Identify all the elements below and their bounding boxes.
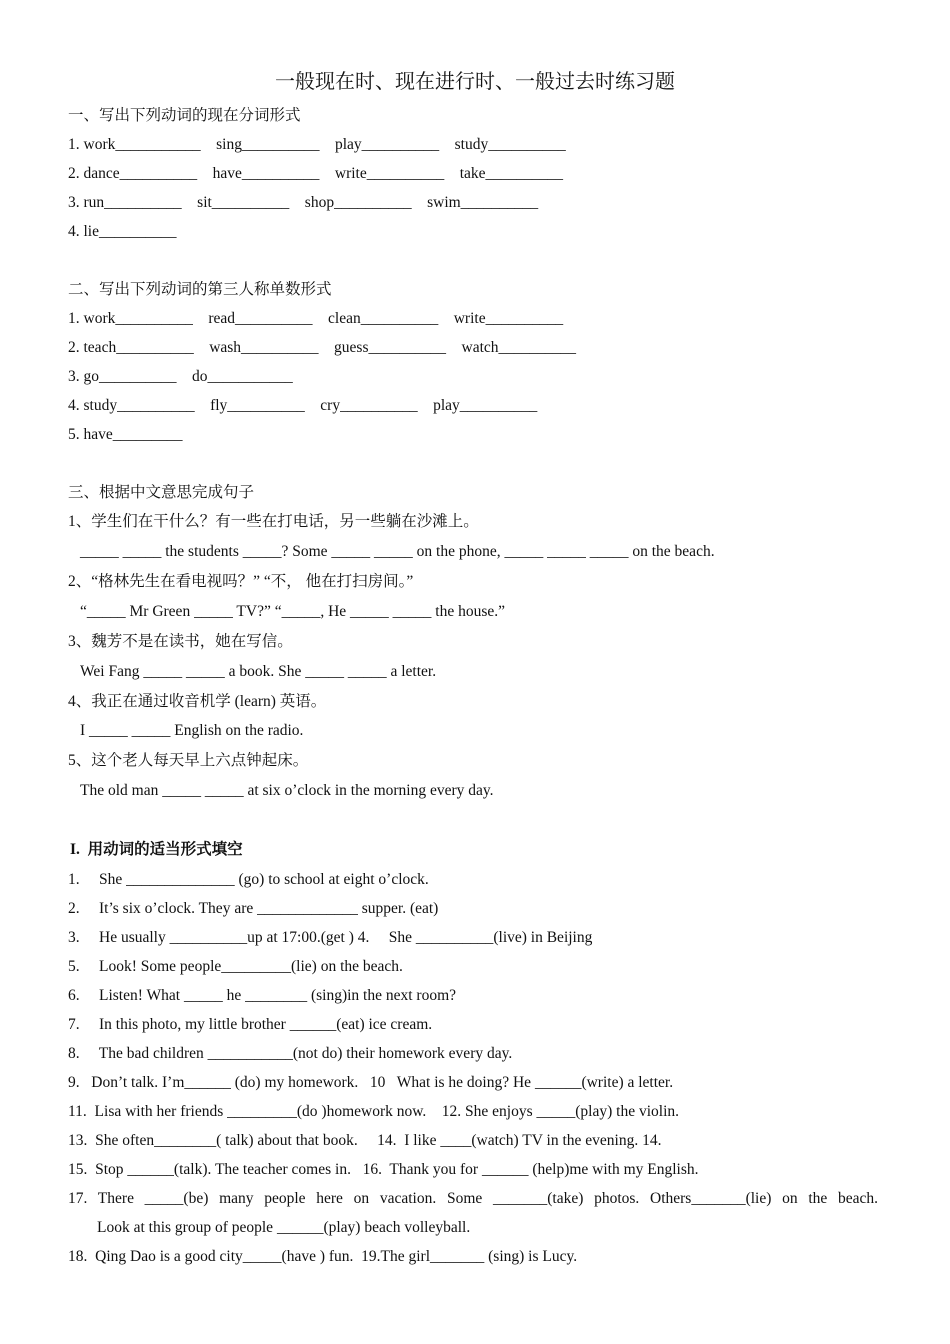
section3-heading: 三、根据中文意思完成句子	[68, 484, 255, 501]
section4-line-6: 7. In this photo, my little brother ______(eat) ice cream.	[68, 1016, 433, 1033]
section3-item-1-english: _____ _____ the students _____? Some _____ _____ on the phone, _____ _____ _____ on the beach.	[80, 543, 715, 560]
section1-heading: 一、写出下列动词的现在分词形式	[68, 107, 301, 124]
section4-line-12-continued: Look at this group of people ______(play) beach volleyball.	[97, 1219, 471, 1236]
section4-line-11: 15. Stop ______(talk). The teacher comes in. 16. Thank you for ______ (help)me with my English.	[68, 1161, 699, 1178]
section4-line-8: 9. Don’t talk. I’m______ (do) my homework. 10 What is he doing? He ______(write) a letter.	[68, 1074, 674, 1091]
section2-line-4: 4. study__________ fly__________ cry__________ play__________	[68, 397, 538, 414]
section2-line-1: 1. work__________ read__________ clean__________ write__________	[68, 310, 564, 327]
worksheet-title: 一般现在时、现在进行时、一般过去时练习题	[275, 71, 675, 93]
section4-line-13: 18. Qing Dao is a good city_____(have ) fun. 19.The girl_______ (sing) is Lucy.	[68, 1248, 578, 1265]
section3-item-3-chinese: 3、魏芳不是在读书，她在写信。	[68, 633, 293, 650]
section3-item-5-english: The old man _____ _____ at six o’clock in the morning every day.	[80, 782, 494, 799]
section4-line-2: 2. It’s six o’clock. They are _____________ supper. (eat)	[68, 900, 439, 917]
section3-item-3-english: Wei Fang _____ _____ a book. She _____ _____ a letter.	[80, 663, 437, 680]
section3-item-1-chinese: 1、学生们在干什么？有一些在打电话，另一些躺在沙滩上。	[68, 513, 479, 530]
section4-heading: I. 用动词的适当形式填空	[70, 841, 243, 858]
section2-line-3: 3. go__________ do___________	[68, 368, 293, 385]
section4-line-4: 5. Look! Some people_________(lie) on the beach.	[68, 958, 403, 975]
section1-line-3: 3. run__________ sit__________ shop__________ swim__________	[68, 194, 539, 211]
section2-line-5: 5. have_________	[68, 426, 183, 443]
section2-heading: 二、写出下列动词的第三人称单数形式	[68, 281, 332, 298]
section3-item-4-english: I _____ _____ English on the radio.	[80, 722, 304, 739]
section4-line-1: 1. She ______________ (go) to school at eight o’clock.	[68, 871, 429, 888]
section2-line-2: 2. teach__________ wash__________ guess__________ watch__________	[68, 339, 577, 356]
section3-item-4-chinese: 4、我正在通过收音机学 (learn) 英语。	[68, 693, 327, 710]
section4-line-10: 13. She often________( talk) about that book. 14. I like ____(watch) TV in the evening. 14.	[68, 1132, 662, 1149]
section3-item-2-english: “_____ Mr Green _____ TV?” “_____, He _____ _____ the house.”	[80, 603, 506, 620]
section4-line-9: 11. Lisa with her friends _________(do )homework now. 12. She enjoys _____(play) the violin.	[68, 1103, 680, 1120]
section1-line-2: 2. dance__________ have__________ write__________ take__________	[68, 165, 564, 182]
section3-item-2-chinese: 2、“格林先生在看电视吗？” “不， 他在打扫房间。”	[68, 573, 414, 590]
section4-line-12: 17. There _____(be) many people here on vacation. Some _______(take) photos. Others_______(lie) on the beach.	[68, 1190, 878, 1207]
section4-line-7: 8. The bad children ___________(not do) their homework every day.	[68, 1045, 513, 1062]
section4-line-5: 6. Listen! What _____ he ________ (sing)in the next room?	[68, 987, 457, 1004]
section4-line-3: 3. He usually __________up at 17:00.(get ) 4. She __________(live) in Beijing	[68, 929, 593, 946]
section1-line-4: 4. lie__________	[68, 223, 177, 240]
section3-item-5-chinese: 5、这个老人每天早上六点钟起床。	[68, 752, 309, 769]
section1-line-1: 1. work___________ sing__________ play__________ study__________	[68, 136, 566, 153]
